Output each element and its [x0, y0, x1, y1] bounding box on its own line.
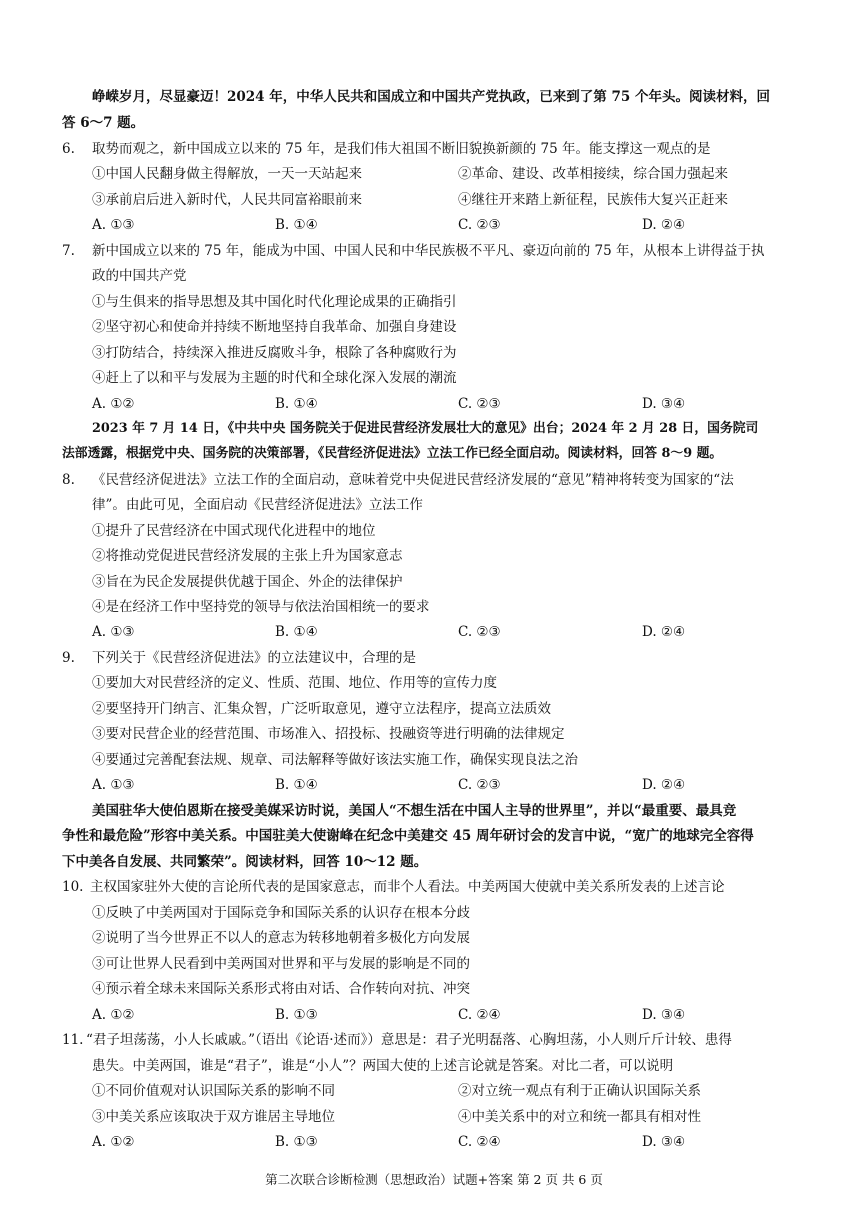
question-7-statement-1: ①与生俱来的指导思想及其中国化时代化理论成果的正确指引 — [92, 294, 457, 310]
question-9-statement-2: ②要坚持开门纳言、汇集众智，广泛听取意见，遵守立法程序，提高立法质效 — [92, 701, 551, 717]
question-8-stem-line1: 《民营经济促进法》立法工作的全面启动，意味着党中央促进民营经济发展的“意见”精神将转变为国家的“法 — [92, 472, 734, 488]
question-6-choice-d: D. ②④ — [642, 217, 686, 233]
question-8-choice-d: D. ②④ — [642, 624, 686, 640]
question-11-statement-1: ①不同价值观对认识国际关系的影响不同 — [92, 1083, 335, 1099]
question-7-statement-4: ④赶上了以和平与发展为主题的时代和全球化深入发展的潮流 — [92, 370, 457, 386]
question-6-statement-4: ④继往开来踏上新征程，民族伟大复兴正赶来 — [458, 192, 728, 208]
question-7-choice-a: A. ①② — [92, 396, 135, 412]
material-intro-6-7-line2: 答 6～7 题。 — [62, 115, 145, 131]
question-9-choice-c: C. ②③ — [458, 777, 501, 793]
question-8-choice-b: B. ①④ — [275, 624, 318, 640]
material-intro-10-12-line3: 下中美各自发展、共同繁荣”。阅读材料，回答 10～12 题。 — [62, 854, 428, 870]
question-7-choice-d: D. ③④ — [642, 396, 686, 412]
question-8-statement-3: ③旨在为民企发展提供优越于国企、外企的法律保护 — [92, 574, 403, 590]
question-11-choice-d: D. ③④ — [642, 1134, 686, 1150]
question-11-statement-4: ④中美关系中的对立和统一都具有相对性 — [458, 1109, 701, 1125]
question-6-statement-2: ②革命、建设、改革相接续，综合国力强起来 — [458, 166, 728, 182]
question-7-statement-3: ③打防结合，持续深入推进反腐败斗争，根除了各种腐败行为 — [92, 345, 457, 361]
question-9-statement-1: ①要加大对民营经济的定义、性质、范围、地位、作用等的宣传力度 — [92, 675, 497, 691]
question-6-number: 6. — [62, 141, 75, 157]
question-7-choice-b: B. ①④ — [275, 396, 318, 412]
question-10-stem: 主权国家驻外大使的言论所代表的是国家意志，而非个人看法。中美两国大使就中美关系所发表的上述言论 — [90, 879, 725, 895]
question-10-choice-c: C. ②④ — [458, 1007, 501, 1023]
question-8-statement-2: ②将推动党促进民营经济发展的主张上升为国家意志 — [92, 548, 403, 564]
question-9-statement-4: ④要通过完善配套法规、规章、司法解释等做好该法实施工作，确保实现良法之治 — [92, 752, 578, 768]
question-9-number: 9. — [62, 650, 75, 666]
question-8-choice-c: C. ②③ — [458, 624, 501, 640]
question-7-stem-line2: 政的中国共产党 — [92, 268, 187, 284]
question-7-number: 7. — [62, 243, 75, 259]
question-7-stem-line1: 新中国成立以来的 75 年，能成为中国、中国人民和中华民族极不平凡、豪迈向前的 75 年，从根本上讲得益于执 — [92, 243, 765, 259]
question-8-choice-a: A. ①③ — [92, 624, 135, 640]
question-8-number: 8. — [62, 472, 75, 488]
question-10-number: 10. — [62, 879, 84, 895]
question-11-stem-line1: “君子坦荡荡，小人长戚戚。”（语出《论语·述而》）意思是：君子光明磊落、心胸坦荡，小人则斤斤计较、患得 — [86, 1032, 732, 1048]
question-10-statement-4: ④预示着全球未来国际关系形式将由对话、合作转向对抗、冲突 — [92, 981, 470, 997]
question-6-stem: 取势而观之，新中国成立以来的 75 年，是我们伟大祖国不断旧貌换新颜的 75 年。能支撑这一观点的是 — [92, 141, 711, 157]
question-9-choice-b: B. ①④ — [275, 777, 318, 793]
material-intro-10-12-line1: 美国驻华大使伯恩斯在接受美媒采访时说，美国人“不想生活在中国人主导的世界里”，并以“最重要、最具竞 — [92, 803, 737, 819]
question-11-choice-b: B. ①③ — [275, 1134, 318, 1150]
question-10-statement-2: ②说明了当今世界正不以人的意志为转移地朝着多极化方向发展 — [92, 930, 470, 946]
question-11-choice-c: C. ②④ — [458, 1134, 501, 1150]
question-10-choice-d: D. ③④ — [642, 1007, 686, 1023]
question-10-statement-1: ①反映了中美两国对于国际竞争和国际关系的认识存在根本分歧 — [92, 905, 470, 921]
question-8-stem-line2: 律”。由此可见，全面启动《民营经济促进法》立法工作 — [92, 497, 423, 513]
question-8-statement-1: ①提升了民营经济在中国式现代化进程中的地位 — [92, 523, 376, 539]
question-9-choice-d: D. ②④ — [642, 777, 686, 793]
question-7-statement-2: ②坚守初心和使命并持续不断地坚持自我革命、加强自身建设 — [92, 319, 457, 335]
material-intro-8-9-line2: 法部透露，根据党中央、国务院的决策部署，《民营经济促进法》立法工作已经全面启动。阅读材料，回答 8～9 题。 — [62, 446, 723, 461]
question-11-stem-line2: 患失。中美两国，谁是“君子”，谁是“小人”？两国大使的上述言论就是答案。对比二者，可以说明 — [92, 1058, 674, 1074]
material-intro-8-9-line1: 2023 年 7 月 14 日，《中共中央 国务院关于促进民营经济发展壮大的意见》出台；2024 年 2 月 28 日，国务院司 — [92, 421, 759, 436]
question-6-choice-b: B. ①④ — [275, 217, 318, 233]
material-intro-6-7-line1: 峥嵘岁月，尽显豪迈！2024 年，中华人民共和国成立和中国共产党执政，已来到了第 75 个年头。阅读材料，回 — [92, 89, 770, 105]
question-10-statement-3: ③可让世界人民看到中美两国对世界和平与发展的影响是不同的 — [92, 956, 470, 972]
question-11-choice-a: A. ①② — [92, 1134, 135, 1150]
material-intro-10-12-line2: 争性和最危险”形容中美关系。中国驻美大使谢峰在纪念中美建交 45 周年研讨会的发言中说，“宽广的地球完全容得 — [62, 828, 754, 844]
question-6-choice-a: A. ①③ — [92, 217, 135, 233]
question-10-choice-a: A. ①② — [92, 1007, 135, 1023]
question-7-choice-c: C. ②③ — [458, 396, 501, 412]
question-9-stem: 下列关于《民营经济促进法》的立法建议中，合理的是 — [92, 650, 416, 666]
page-footer: 第二次联合诊断检测（思想政治）试题+答案 第 2 页 共 6 页 — [265, 1172, 603, 1187]
question-11-number: 11. — [62, 1032, 84, 1048]
question-10-choice-b: B. ①③ — [275, 1007, 318, 1023]
question-6-statement-3: ③承前启后进入新时代，人民共同富裕眼前来 — [92, 192, 362, 208]
question-11-statement-3: ③中美关系应该取决于双方谁居主导地位 — [92, 1109, 335, 1125]
question-9-statement-3: ③要对民营企业的经营范围、市场准入、招投标、投融资等进行明确的法律规定 — [92, 726, 565, 742]
question-11-statement-2: ②对立统一观点有利于正确认识国际关系 — [458, 1083, 701, 1099]
question-6-statement-1: ①中国人民翻身做主得解放，一天一天站起来 — [92, 166, 362, 182]
question-6-choice-c: C. ②③ — [458, 217, 501, 233]
question-8-statement-4: ④是在经济工作中坚持党的领导与依法治国相统一的要求 — [92, 599, 430, 615]
question-9-choice-a: A. ①③ — [92, 777, 135, 793]
